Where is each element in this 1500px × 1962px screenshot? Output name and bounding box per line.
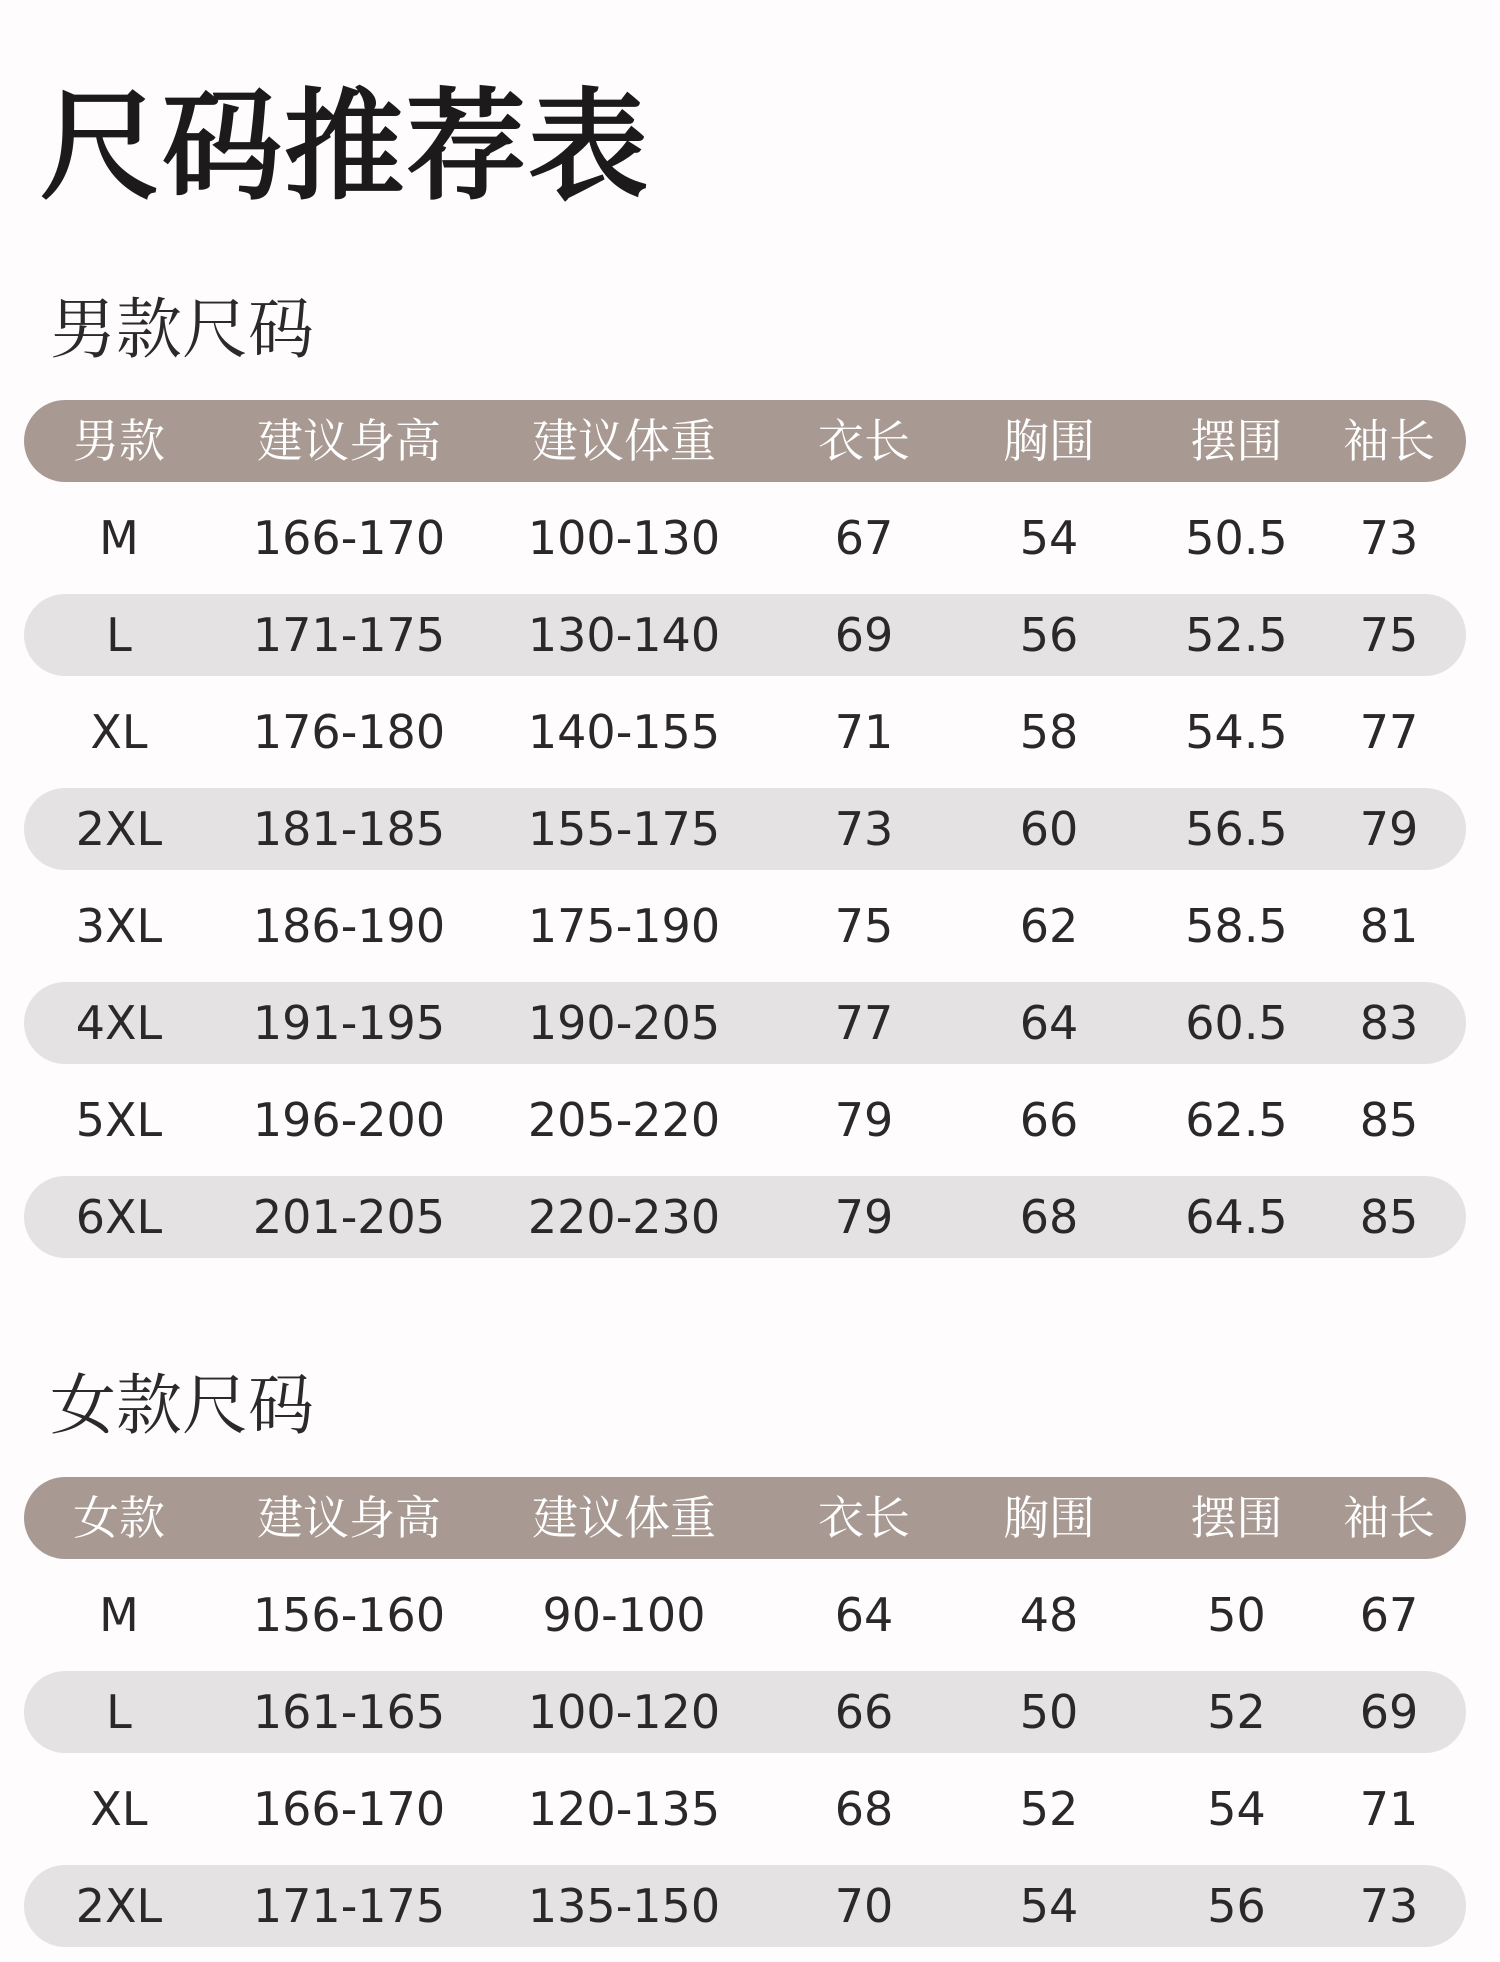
women-table-header <box>24 1477 1466 1559</box>
length-cell: 64 <box>834 1588 894 1642</box>
column-header: 衣长 <box>818 414 910 468</box>
weight-cell: 100-120 <box>527 1685 721 1739</box>
chest-cell: 52 <box>1019 1782 1079 1836</box>
column-header: 建议体重 <box>532 1491 716 1545</box>
height-cell: 196-200 <box>252 1093 446 1147</box>
hem-cell: 54 <box>1207 1782 1266 1836</box>
hem-cell: 50 <box>1207 1588 1266 1642</box>
weight-cell: 130-140 <box>527 608 721 662</box>
men-section-title: 男款尺码 <box>50 291 314 368</box>
size-cell: M <box>99 511 139 565</box>
hem-cell: 58.5 <box>1185 899 1288 953</box>
table-row <box>24 982 1466 1064</box>
chest-cell: 66 <box>1019 1093 1079 1147</box>
length-cell: 69 <box>834 608 894 662</box>
table-row <box>24 497 1466 579</box>
sleeve-cell: 85 <box>1359 1190 1419 1244</box>
chest-cell: 54 <box>1019 511 1079 565</box>
height-cell: 171-175 <box>252 1879 446 1933</box>
sleeve-cell: 71 <box>1359 1782 1419 1836</box>
table-row <box>24 1574 1466 1656</box>
size-cell: 3XL <box>75 899 163 953</box>
weight-cell: 190-205 <box>527 996 721 1050</box>
hem-cell: 52.5 <box>1185 608 1288 662</box>
weight-cell: 120-135 <box>527 1782 721 1836</box>
size-cell: XL <box>90 705 148 759</box>
height-cell: 186-190 <box>252 899 446 953</box>
sleeve-cell: 83 <box>1359 996 1419 1050</box>
sleeve-cell: 69 <box>1359 1685 1419 1739</box>
weight-cell: 220-230 <box>527 1190 721 1244</box>
column-header: 建议体重 <box>532 414 716 468</box>
table-row <box>24 594 1466 676</box>
hem-cell: 54.5 <box>1185 705 1288 759</box>
chest-cell: 48 <box>1019 1588 1079 1642</box>
table-row <box>24 1176 1466 1258</box>
women-section-title: 女款尺码 <box>50 1367 314 1444</box>
column-header: 袖长 <box>1343 414 1435 468</box>
size-cell: L <box>106 1685 132 1739</box>
table-row <box>24 1079 1466 1161</box>
hem-cell: 56.5 <box>1185 802 1288 856</box>
table-row <box>24 691 1466 773</box>
table-row <box>24 788 1466 870</box>
size-cell: L <box>106 608 132 662</box>
hem-cell: 50.5 <box>1185 511 1288 565</box>
men-table-header <box>24 400 1466 482</box>
table-row <box>24 1768 1466 1850</box>
table-row <box>24 1865 1466 1947</box>
size-cell: XL <box>90 1782 148 1836</box>
length-cell: 67 <box>834 511 894 565</box>
column-header: 男款 <box>73 414 165 468</box>
men-size-table <box>24 400 1466 1273</box>
chest-cell: 50 <box>1019 1685 1079 1739</box>
chest-cell: 68 <box>1019 1190 1079 1244</box>
length-cell: 77 <box>834 996 894 1050</box>
weight-cell: 90-100 <box>542 1588 706 1642</box>
sleeve-cell: 67 <box>1359 1588 1419 1642</box>
column-header: 胸围 <box>1003 1491 1095 1545</box>
length-cell: 71 <box>834 705 894 759</box>
chest-cell: 64 <box>1019 996 1079 1050</box>
size-cell: 4XL <box>75 996 163 1050</box>
chest-cell: 54 <box>1019 1879 1079 1933</box>
table-row <box>24 885 1466 967</box>
table-row <box>24 1671 1466 1753</box>
size-cell: M <box>99 1588 139 1642</box>
height-cell: 176-180 <box>252 705 446 759</box>
sleeve-cell: 73 <box>1359 1879 1419 1933</box>
sleeve-cell: 77 <box>1359 705 1419 759</box>
women-size-table <box>24 1477 1466 1962</box>
weight-cell: 140-155 <box>527 705 721 759</box>
hem-cell: 56 <box>1207 1879 1266 1933</box>
column-header: 衣长 <box>818 1491 910 1545</box>
sleeve-cell: 81 <box>1359 899 1419 953</box>
column-header: 女款 <box>73 1491 165 1545</box>
size-cell: 6XL <box>75 1190 163 1244</box>
length-cell: 70 <box>834 1879 894 1933</box>
height-cell: 171-175 <box>252 608 446 662</box>
size-cell: 5XL <box>75 1093 163 1147</box>
page-title: 尺码推荐表 <box>40 78 650 217</box>
height-cell: 181-185 <box>252 802 446 856</box>
column-header: 袖长 <box>1343 1491 1435 1545</box>
chest-cell: 62 <box>1019 899 1079 953</box>
column-header: 摆围 <box>1190 1491 1283 1545</box>
height-cell: 191-195 <box>252 996 446 1050</box>
chest-cell: 60 <box>1019 802 1079 856</box>
sleeve-cell: 85 <box>1359 1093 1419 1147</box>
hem-cell: 64.5 <box>1185 1190 1288 1244</box>
weight-cell: 100-130 <box>527 511 721 565</box>
column-header: 摆围 <box>1190 414 1283 468</box>
column-header: 胸围 <box>1003 414 1095 468</box>
sleeve-cell: 75 <box>1359 608 1419 662</box>
hem-cell: 52 <box>1207 1685 1266 1739</box>
height-cell: 156-160 <box>252 1588 446 1642</box>
length-cell: 73 <box>834 802 894 856</box>
length-cell: 68 <box>834 1782 894 1836</box>
length-cell: 79 <box>834 1093 894 1147</box>
weight-cell: 155-175 <box>527 802 721 856</box>
height-cell: 166-170 <box>252 511 446 565</box>
weight-cell: 175-190 <box>527 899 721 953</box>
sleeve-cell: 79 <box>1359 802 1419 856</box>
column-header: 建议身高 <box>257 1491 441 1545</box>
height-cell: 201-205 <box>252 1190 446 1244</box>
size-cell: 2XL <box>75 1879 163 1933</box>
length-cell: 79 <box>834 1190 894 1244</box>
height-cell: 166-170 <box>252 1782 446 1836</box>
hem-cell: 62.5 <box>1185 1093 1288 1147</box>
weight-cell: 205-220 <box>527 1093 721 1147</box>
column-header: 建议身高 <box>257 414 441 468</box>
weight-cell: 135-150 <box>527 1879 721 1933</box>
chest-cell: 58 <box>1019 705 1079 759</box>
length-cell: 66 <box>834 1685 894 1739</box>
sleeve-cell: 73 <box>1359 511 1419 565</box>
height-cell: 161-165 <box>252 1685 446 1739</box>
chest-cell: 56 <box>1019 608 1079 662</box>
size-cell: 2XL <box>75 802 163 856</box>
hem-cell: 60.5 <box>1185 996 1288 1050</box>
length-cell: 75 <box>834 899 894 953</box>
